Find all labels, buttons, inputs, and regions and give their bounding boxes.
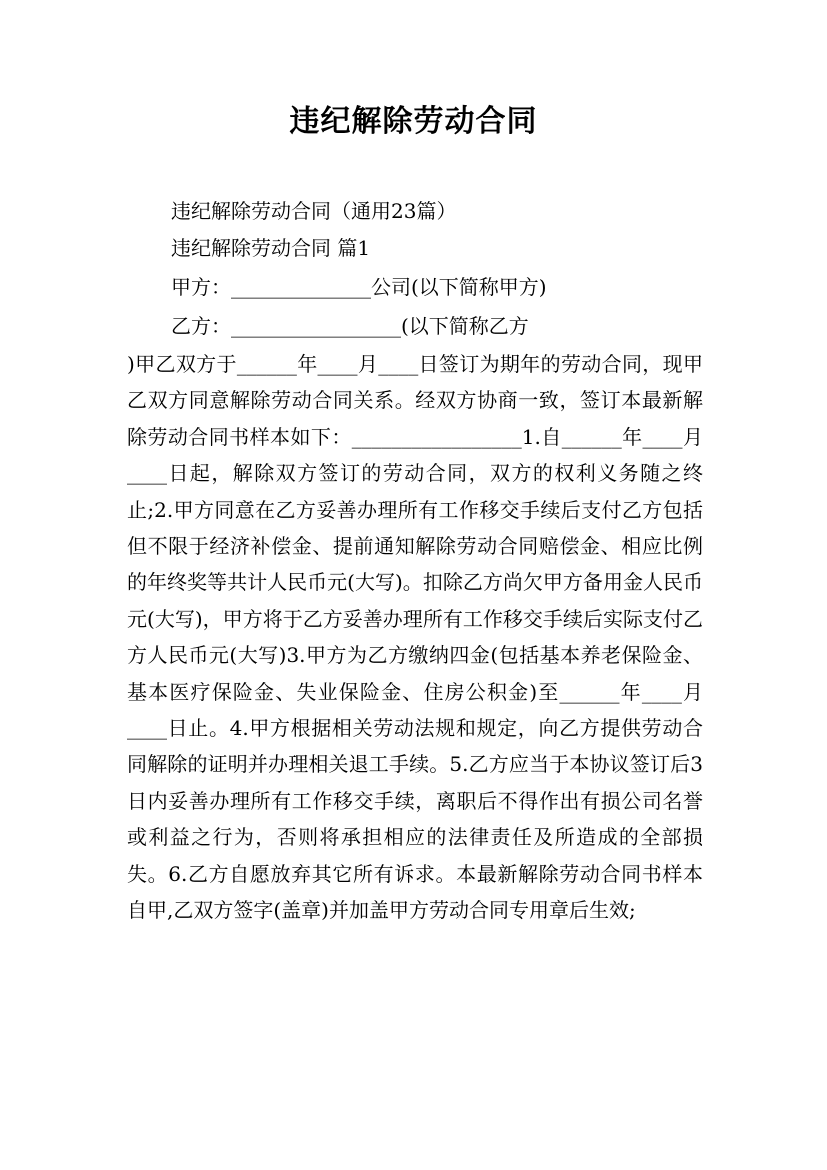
contract-body-paragraph: )甲乙双方于______年____月____日签订为期年的劳动合同，现甲乙双方同意解除劳动合同关系。经双方协商一致，签订本最新解除劳动合同书样本如下：_________________1.自______年____月____日起，解除双方签订的劳动合同，双方的权利义务随之终止;2.甲方同意在乙方妥善办理所有工作移交手续后支付乙方包括但不限于经济补偿金、提前通知解除劳动合同赔偿金、相应比例的年终奖等共计人民币元(大写)。扣除乙方尚欠甲方备用金人民币元(大写)，甲方将于乙方妥善办理所有工作移交手续后实际支付乙方人民币元(大写)3.甲方为乙方缴纳四金(包括基本养老保险金、基本医疗保险金、失业保险金、住房公积金)至______年____月____日止。4.甲方根据相关劳动法规和规定，向乙方提供劳动合同解除的证明并办理相关退工手续。5.乙方应当于本协议签订后3日内妥善办理所有工作移交手续，离职后不得作出有损公司名誉或利益之行为，否则将承担相应的法律责任及所造成的全部损失。6.乙方自愿放弃其它所有诉求。本最新解除劳动合同书样本自甲,乙双方签字(盖章)并加盖甲方劳动合同专用章后生效;: [127, 352, 703, 923]
party-a-line: 甲方：______________公司(以下简称甲方): [171, 275, 547, 299]
section-heading: 违纪解除劳动合同 篇1: [171, 236, 371, 260]
document-subtitle: 违纪解除劳动合同（通用23篇）: [171, 199, 457, 223]
party-b-line: 乙方：_________________(以下简称乙方: [171, 314, 529, 338]
document-title: 违纪解除劳动合同: [289, 104, 538, 139]
